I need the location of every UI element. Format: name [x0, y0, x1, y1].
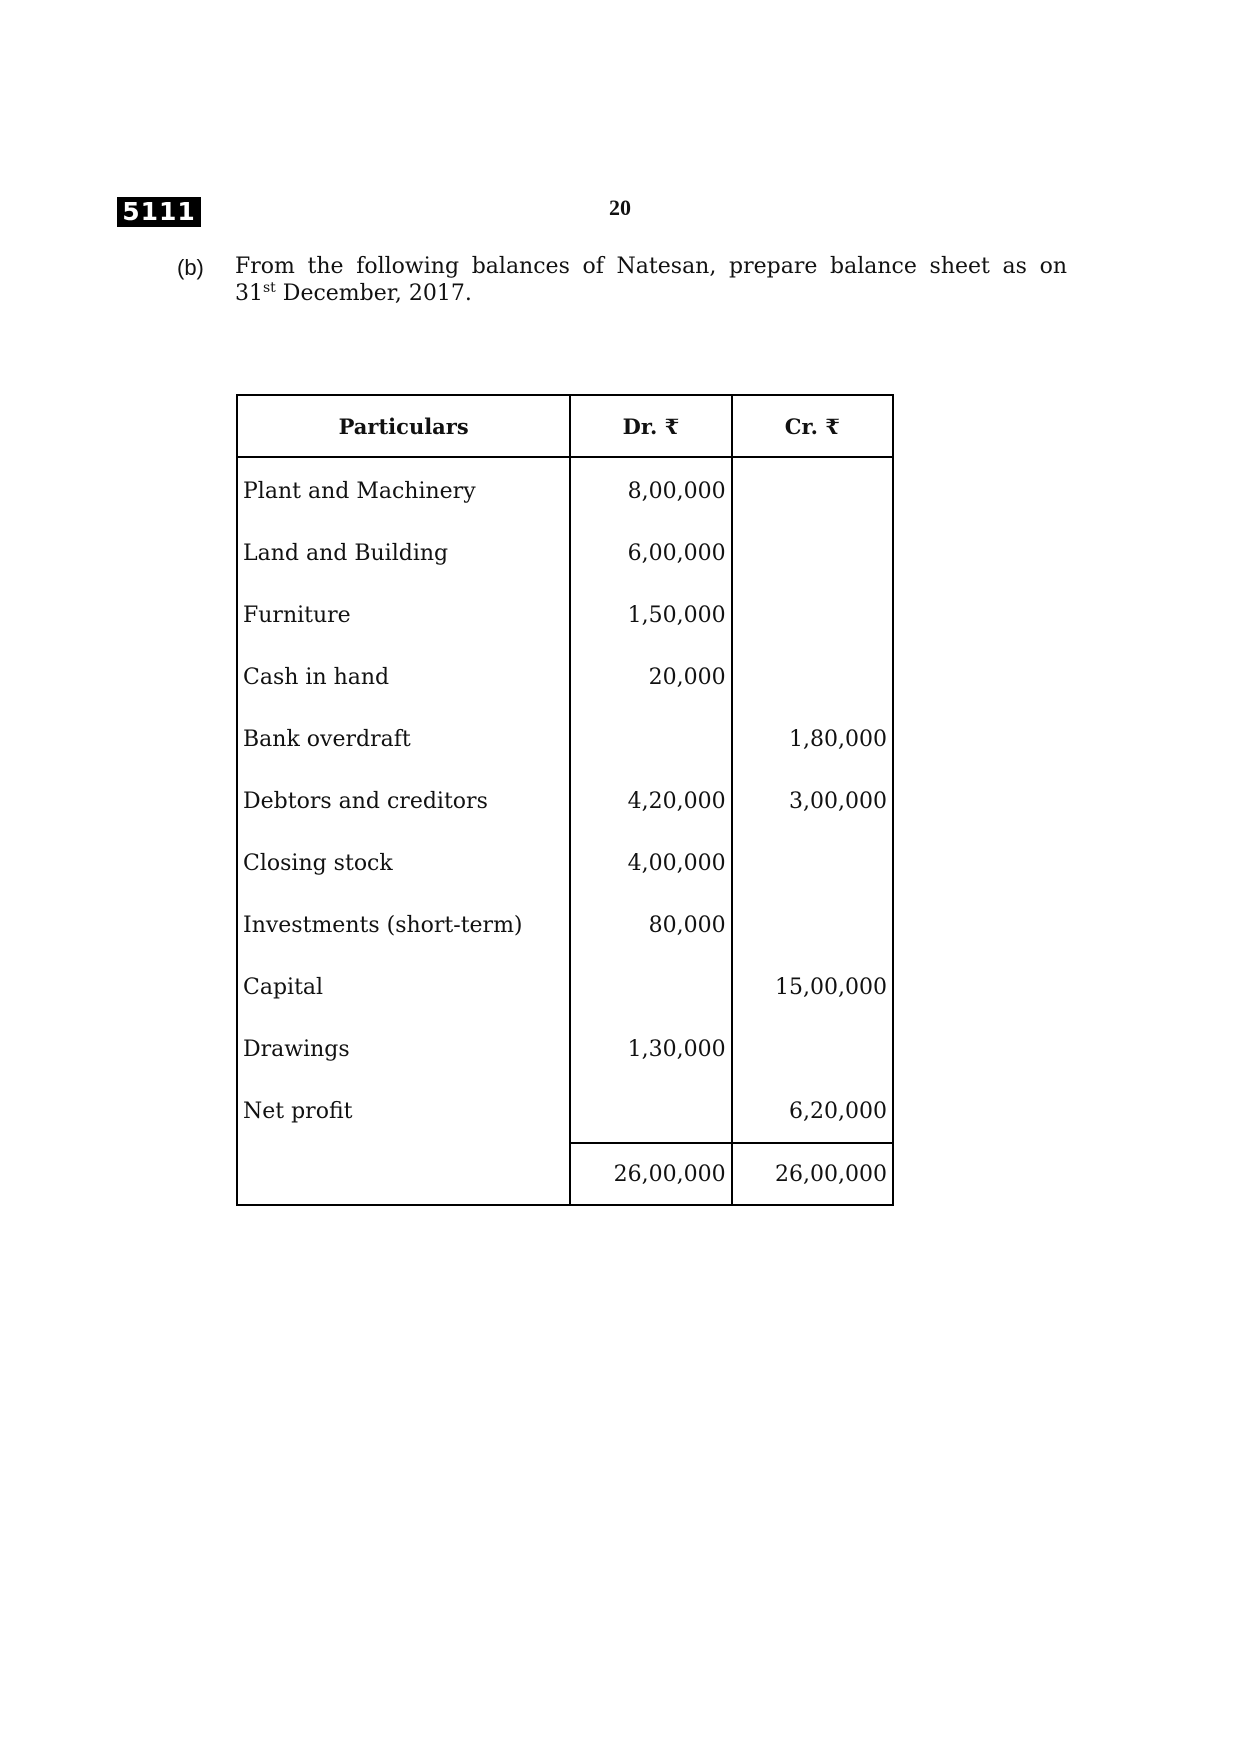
header-cr: Cr. ₹ — [732, 395, 893, 457]
row-dr-amount — [570, 956, 731, 1018]
row-cr-amount — [732, 457, 893, 522]
table-row — [237, 646, 893, 708]
table-row — [237, 832, 893, 894]
totals-label — [237, 1143, 570, 1205]
row-particular: Net profit — [237, 1080, 570, 1143]
row-cr-amount: 1,80,000 — [732, 708, 893, 770]
paper-code-badge: 5111 — [117, 197, 201, 227]
row-dr-amount: 80,000 — [570, 894, 731, 956]
row-particular: Investments (short-term) — [237, 894, 570, 956]
table-header-row — [237, 395, 893, 457]
row-cr-amount: 15,00,000 — [732, 956, 893, 1018]
row-dr-amount — [570, 1080, 731, 1143]
question-text-line2 — [235, 280, 472, 308]
row-particular: Furniture — [237, 584, 570, 646]
row-cr-amount: 6,20,000 — [732, 1080, 893, 1143]
row-particular: Land and Building — [237, 522, 570, 584]
row-dr-amount: 4,20,000 — [570, 770, 731, 832]
header-dr: Dr. ₹ — [570, 395, 731, 457]
table-row — [237, 522, 893, 584]
date-ordinal: st — [263, 280, 276, 296]
row-cr-amount — [732, 522, 893, 584]
row-cr-amount — [732, 894, 893, 956]
row-cr-amount: 3,00,000 — [732, 770, 893, 832]
table-row — [237, 457, 893, 522]
date-day: 31 — [235, 281, 263, 306]
page-number: 20 — [609, 195, 631, 220]
header-particulars: Particulars — [237, 395, 570, 457]
table-row — [237, 770, 893, 832]
total-cr: 26,00,000 — [732, 1143, 893, 1205]
row-dr-amount: 1,50,000 — [570, 584, 731, 646]
table-row — [237, 1080, 893, 1143]
row-dr-amount: 6,00,000 — [570, 522, 731, 584]
row-particular: Capital — [237, 956, 570, 1018]
question-label: (b) — [177, 255, 204, 280]
row-dr-amount: 20,000 — [570, 646, 731, 708]
row-particular: Cash in hand — [237, 646, 570, 708]
table-row — [237, 1018, 893, 1080]
table-row — [237, 894, 893, 956]
totals-row — [237, 1143, 893, 1205]
row-cr-amount — [732, 646, 893, 708]
row-dr-amount — [570, 708, 731, 770]
row-particular: Debtors and creditors — [237, 770, 570, 832]
total-dr: 26,00,000 — [570, 1143, 731, 1205]
row-cr-amount — [732, 584, 893, 646]
row-particular: Plant and Machinery — [237, 457, 570, 522]
row-particular: Bank overdraft — [237, 708, 570, 770]
table-body — [237, 457, 893, 1143]
question-text-line1: From the following balances of Natesan, prepare balance sheet as on — [235, 254, 1067, 279]
table-row — [237, 956, 893, 1018]
row-particular: Closing stock — [237, 832, 570, 894]
row-dr-amount: 4,00,000 — [570, 832, 731, 894]
row-dr-amount: 1,30,000 — [570, 1018, 731, 1080]
row-particular: Drawings — [237, 1018, 570, 1080]
table-row — [237, 584, 893, 646]
table-row — [237, 708, 893, 770]
row-cr-amount — [732, 1018, 893, 1080]
row-dr-amount: 8,00,000 — [570, 457, 731, 522]
row-cr-amount — [732, 832, 893, 894]
balances-table — [236, 394, 894, 1206]
date-rest: December, 2017. — [275, 281, 472, 306]
